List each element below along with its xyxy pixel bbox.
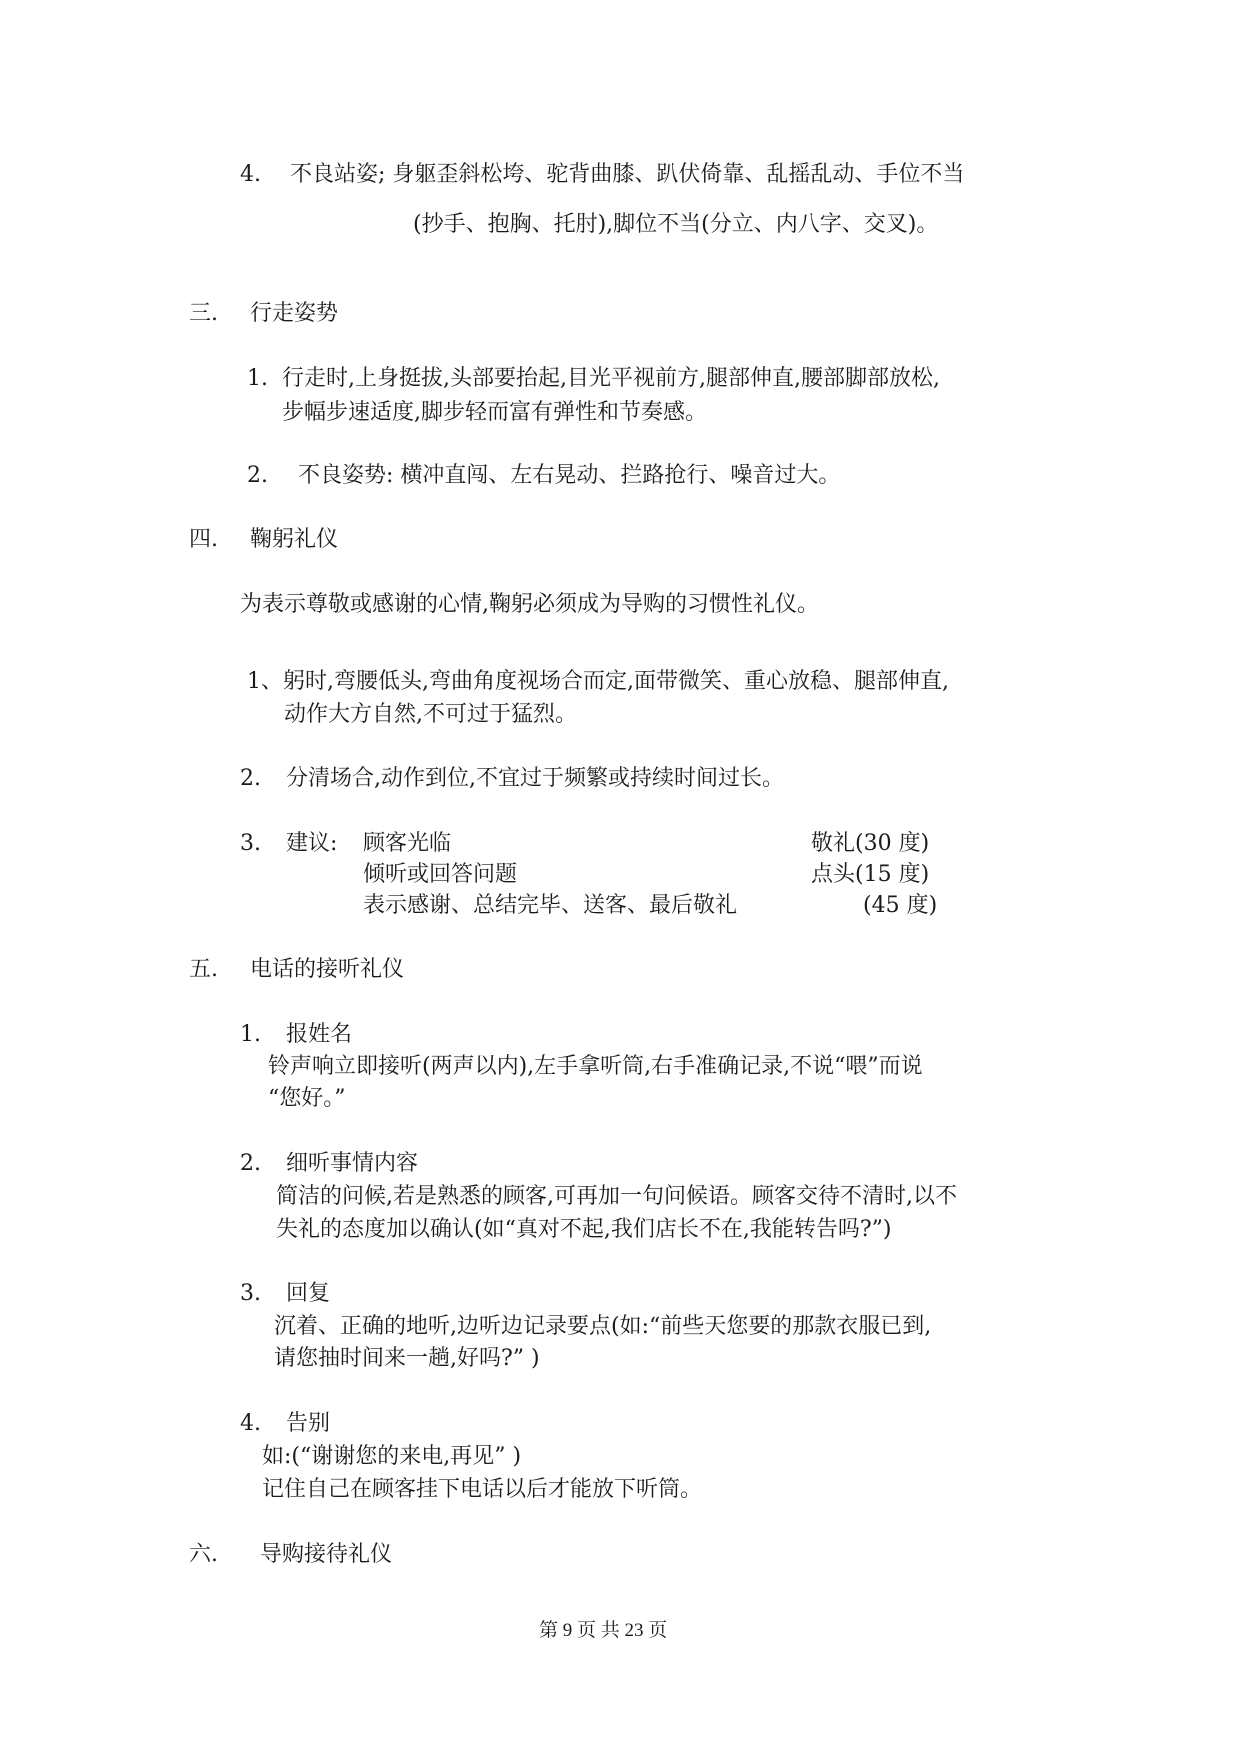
section-5-title: 电话的接听礼仪 bbox=[250, 957, 405, 982]
section-6-title: 导购接待礼仪 bbox=[260, 1542, 393, 1567]
standing-line-2: (抄手、抱胸、托肘),脚位不当(分立、内八字、交叉)。 bbox=[413, 212, 939, 237]
suggestion-bow-1: 敬礼(30 度) bbox=[811, 831, 930, 856]
phone-item-1-title: 报姓名 bbox=[286, 1022, 353, 1047]
phone-item-1-line-2: “您好。” bbox=[268, 1086, 346, 1111]
standing-number: 4. bbox=[240, 162, 261, 187]
bowing-intro: 为表示尊敬或感谢的心情,鞠躬必须成为导购的习惯性礼仪。 bbox=[240, 592, 819, 617]
phone-item-1-line-1: 铃声响立即接听(两声以内),左手拿听筒,右手准确记录,不说“喂”而说 bbox=[268, 1054, 923, 1079]
phone-item-2-title: 细听事情内容 bbox=[286, 1151, 419, 1176]
section-3-title: 行走姿势 bbox=[250, 301, 339, 326]
bowing-item-3-number: 3. bbox=[240, 831, 261, 856]
phone-item-2-line-2: 失礼的态度加以确认(如“真对不起,我们店长不在,我能转告吗?”) bbox=[276, 1217, 892, 1242]
walking-item-1-line-1: 行走时,上身挺拔,头部要抬起,目光平视前方,腿部伸直,腰部脚部放松, bbox=[282, 366, 940, 391]
phone-item-3-line-1: 沉着、正确的地听,边听边记录要点(如:“前些天您要的那款衣服已到, bbox=[274, 1314, 932, 1339]
phone-item-1-number: 1. bbox=[240, 1022, 261, 1047]
phone-item-3-number: 3. bbox=[240, 1281, 261, 1306]
walking-item-1-number: 1. bbox=[247, 366, 268, 391]
phone-item-4-number: 4. bbox=[240, 1411, 261, 1436]
suggestion-situation-1: 顾客光临 bbox=[363, 831, 452, 856]
section-4-number: 四. bbox=[189, 527, 218, 552]
suggestion-situation-2: 倾听或回答问题 bbox=[363, 862, 518, 887]
phone-item-3-title: 回复 bbox=[286, 1281, 331, 1306]
phone-item-4-title: 告别 bbox=[286, 1411, 331, 1436]
section-5-number: 五. bbox=[189, 957, 218, 982]
phone-item-2-line-1: 简洁的问候,若是熟悉的顾客,可再加一句问候语。顾客交待不清时,以不 bbox=[276, 1184, 957, 1209]
walking-item-1-line-2: 步幅步速适度,脚步轻而富有弹性和节奏感。 bbox=[282, 400, 707, 425]
phone-item-4-line-2: 记住自己在顾客挂下电话以后才能放下听筒。 bbox=[262, 1477, 703, 1502]
section-6-number: 六. bbox=[189, 1542, 218, 1567]
page-footer: 第 9 页 共 23 页 bbox=[539, 1620, 668, 1641]
bowing-item-2-text: 分清场合,动作到位,不宜过于频繁或持续时间过长。 bbox=[286, 766, 784, 791]
walking-item-2-text: 不良姿势: 横冲直闯、左右晃动、拦路抢行、噪音过大。 bbox=[298, 463, 841, 488]
bowing-item-3-label: 建议: bbox=[286, 831, 338, 856]
phone-item-4-line-1: 如:(“谢谢您的来电,再见” ) bbox=[262, 1444, 522, 1469]
phone-item-2-number: 2. bbox=[240, 1151, 261, 1176]
section-3-number: 三. bbox=[189, 301, 218, 326]
suggestion-bow-3: (45 度) bbox=[863, 893, 938, 918]
suggestion-bow-2: 点头(15 度) bbox=[811, 862, 930, 887]
phone-item-3-line-2: 请您抽时间来一趟,好吗?” ) bbox=[274, 1346, 540, 1371]
section-4-title: 鞠躬礼仪 bbox=[250, 527, 339, 552]
bowing-item-2-number: 2. bbox=[240, 766, 261, 791]
walking-item-2-number: 2. bbox=[247, 463, 268, 488]
bowing-item-1-line-2: 动作大方自然,不可过于猛烈。 bbox=[284, 702, 577, 727]
suggestion-situation-3: 表示感谢、总结完毕、送客、最后敬礼 bbox=[363, 893, 738, 918]
standing-line-1: 不良站姿; 身躯歪斜松垮、驼背曲膝、趴伏倚靠、乱摇乱动、手位不当 bbox=[290, 162, 965, 187]
bowing-item-1-line-1: 1、躬时,弯腰低头,弯曲角度视场合而定,面带微笑、重心放稳、腿部伸直, bbox=[247, 669, 949, 694]
